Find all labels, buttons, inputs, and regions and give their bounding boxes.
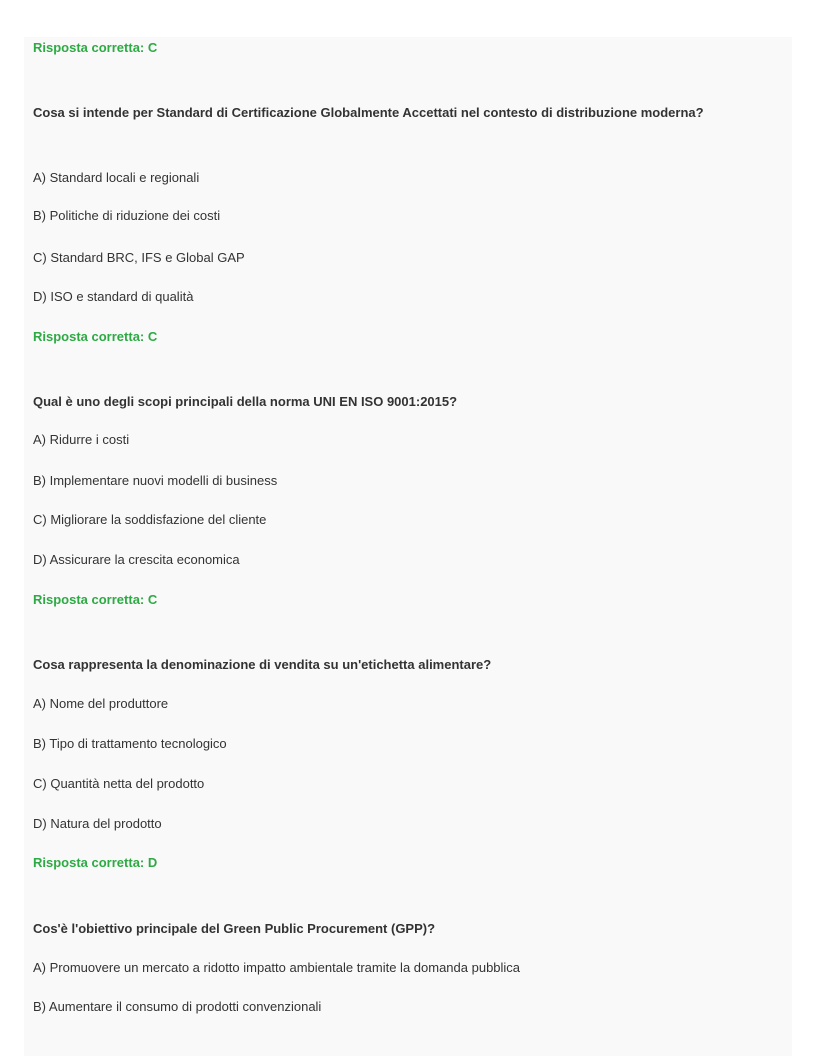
- answer-option: D) Natura del prodotto: [33, 816, 162, 831]
- question-text: Qual è uno degli scopi principali della norma UNI EN ISO 9001:2015?: [33, 394, 458, 409]
- answer-option: A) Nome del produttore: [33, 696, 169, 711]
- answer-option: B) Politiche di riduzione dei costi: [33, 208, 221, 223]
- question-text: Cos'è l'obiettivo principale del Green Public Procurement (GPP)?: [33, 921, 436, 936]
- correct-answer: Risposta corretta: C: [33, 40, 158, 55]
- answer-option: B) Aumentare il consumo di prodotti convenzionali: [33, 999, 322, 1014]
- answer-option: D) Assicurare la crescita economica: [33, 552, 240, 567]
- answer-option: A) Ridurre i costi: [33, 432, 130, 447]
- answer-option: A) Standard locali e regionali: [33, 170, 200, 185]
- answer-option: C) Standard BRC, IFS e Global GAP: [33, 250, 245, 265]
- quiz-panel: [24, 37, 792, 1056]
- answer-option: C) Quantità netta del prodotto: [33, 776, 205, 791]
- answer-option: D) ISO e standard di qualità: [33, 289, 194, 304]
- answer-option: C) Migliorare la soddisfazione del cliente: [33, 512, 267, 527]
- question-text: Cosa rappresenta la denominazione di vendita su un'etichetta alimentare?: [33, 657, 492, 672]
- question-text: Cosa si intende per Standard di Certificazione Globalmente Accettati nel contesto di distribuzione moderna?: [33, 105, 704, 120]
- answer-option: B) Tipo di trattamento tecnologico: [33, 736, 227, 751]
- answer-option: A) Promuovere un mercato a ridotto impatto ambientale tramite la domanda pubblica: [33, 960, 521, 975]
- correct-answer: Risposta corretta: D: [33, 855, 158, 870]
- correct-answer: Risposta corretta: C: [33, 592, 158, 607]
- answer-option: B) Implementare nuovi modelli di business: [33, 473, 278, 488]
- correct-answer: Risposta corretta: C: [33, 329, 158, 344]
